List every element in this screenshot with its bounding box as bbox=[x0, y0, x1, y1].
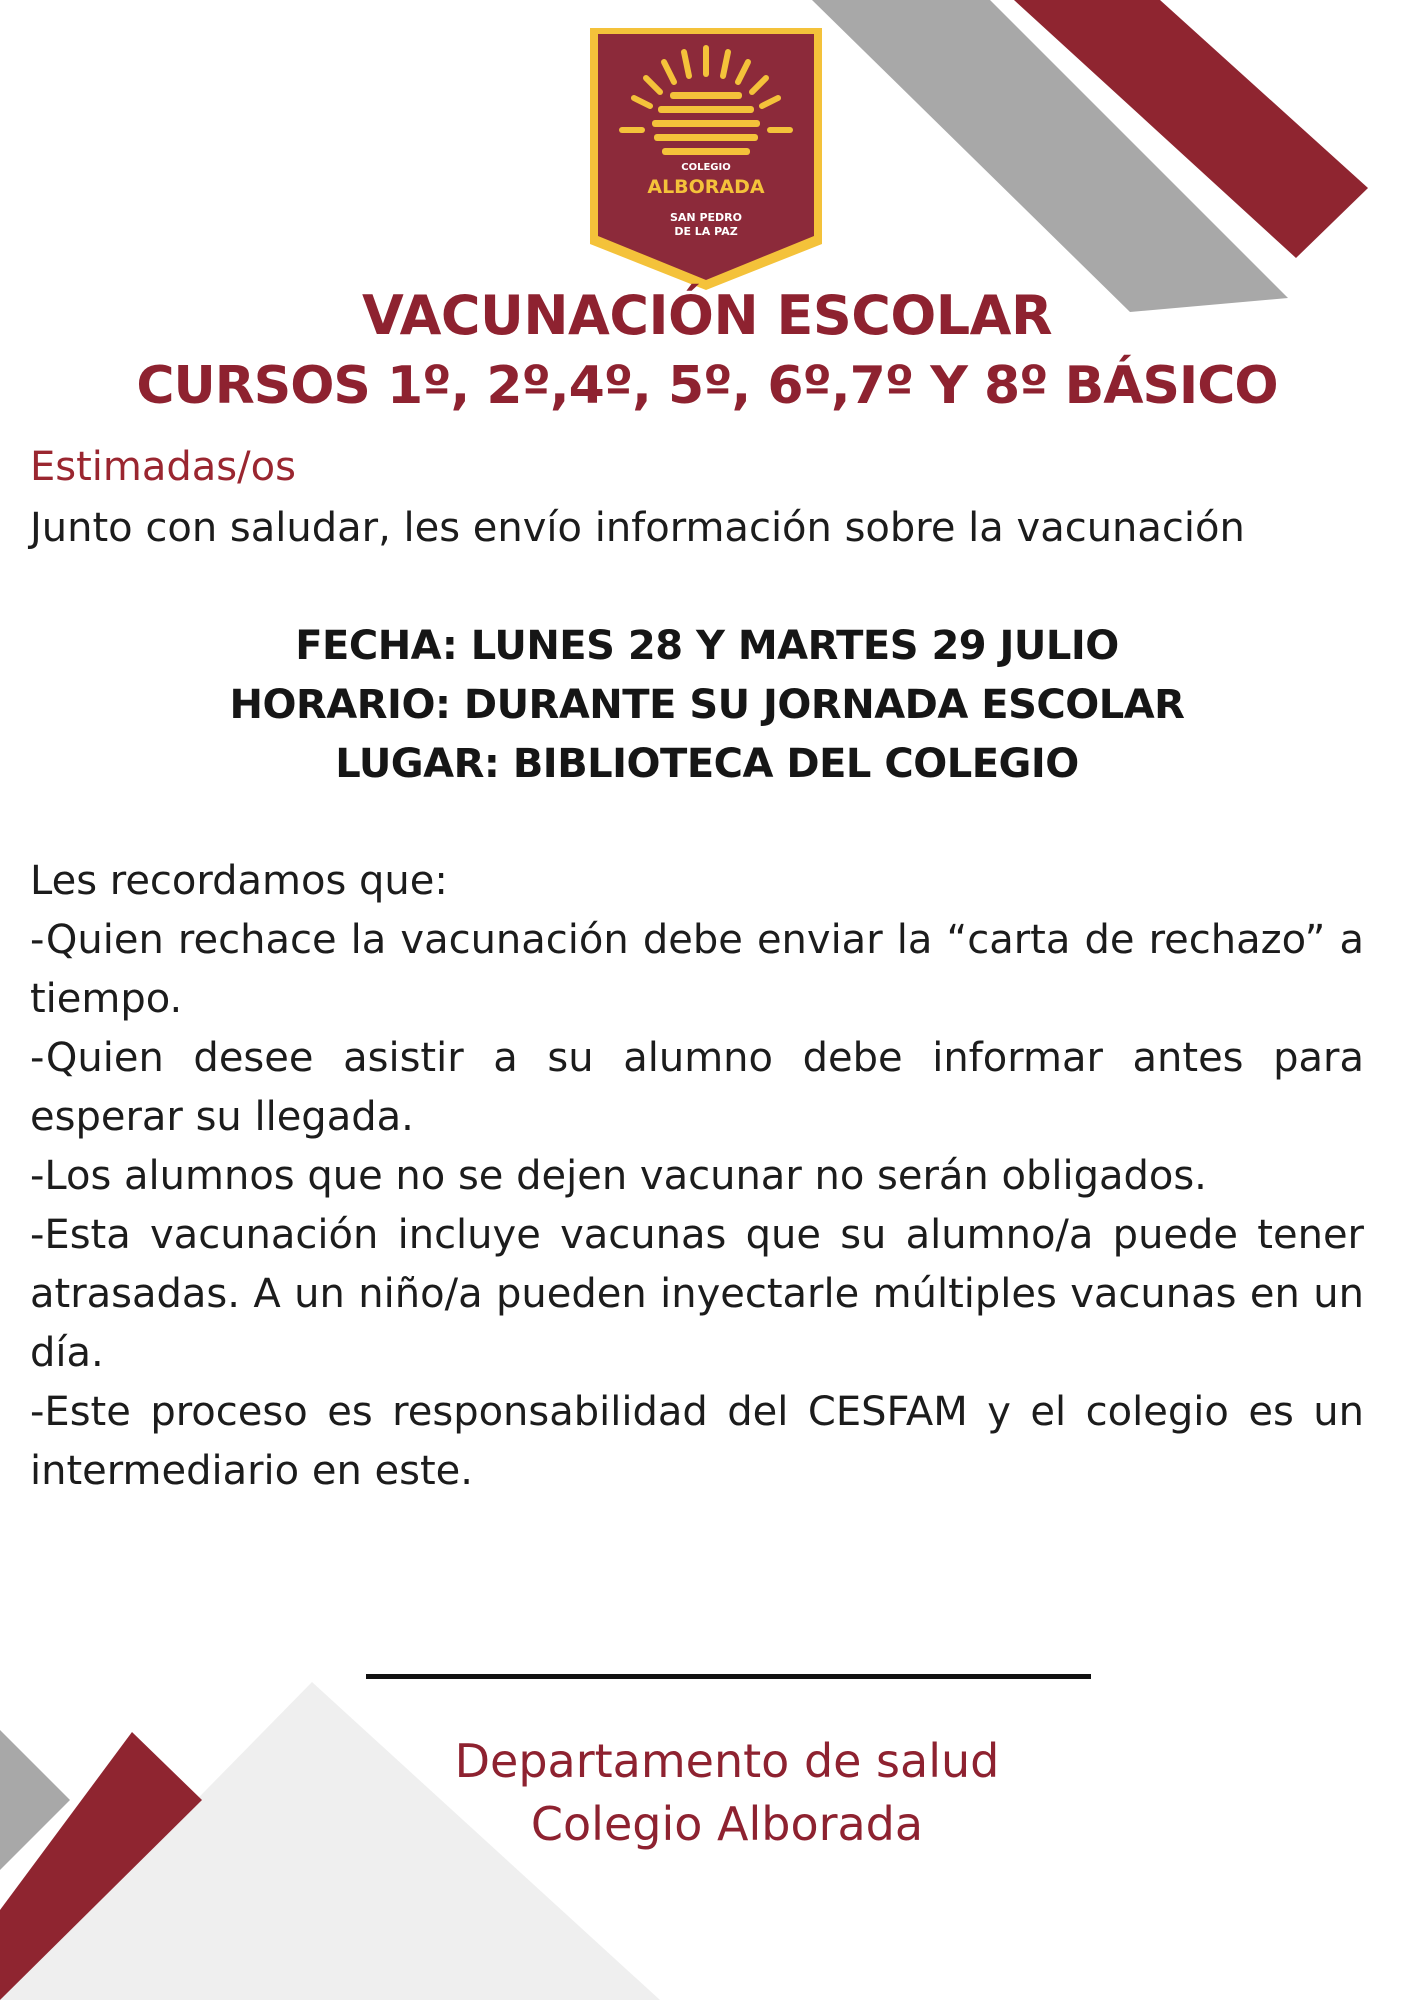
crest-top-text: COLEGIO bbox=[681, 162, 731, 173]
detail-schedule: HORARIO: DURANTE SU JORNADA ESCOLAR bbox=[229, 682, 1185, 728]
crest-place-line1: SAN PEDRO bbox=[670, 211, 742, 224]
signature-block bbox=[0, 1730, 1414, 1856]
page-title: VACUNACIÓN ESCOLAR bbox=[361, 284, 1053, 347]
reminder-item: -Esta vacunación incluye vacunas que su alumno/a puede tener atrasadas. A un niño/a pueden inyectarle múltiples vacunas en un día. bbox=[30, 1212, 1364, 1376]
intro-paragraph: Junto con saludar, les envío información sobre la vacunación bbox=[30, 505, 1245, 551]
reminders-section bbox=[30, 852, 1364, 1501]
reminders-heading: Les recordamos que: bbox=[30, 858, 448, 904]
page-subtitle-courses: CURSOS 1º, 2º,4º, 5º, 6º,7º Y 8º BÁSICO bbox=[136, 356, 1278, 416]
greeting: Estimadas/os bbox=[30, 444, 296, 490]
crest-place-line2: DE LA PAZ bbox=[674, 225, 738, 238]
crest-name: ALBORADA bbox=[647, 176, 765, 198]
signature-line bbox=[366, 1674, 1091, 1679]
signature-department: Departamento de salud bbox=[454, 1734, 1000, 1788]
reminder-item: -Quien desee asistir a su alumno debe informar antes para esperar su llegada. bbox=[30, 1035, 1364, 1140]
event-details bbox=[0, 617, 1414, 794]
detail-date: FECHA: LUNES 28 Y MARTES 29 JULIO bbox=[295, 623, 1119, 669]
school-crest-logo bbox=[586, 26, 826, 296]
reminder-item: -Quien rechace la vacunación debe enviar la “carta de rechazo” a tiempo. bbox=[30, 917, 1364, 1022]
reminder-item: -Este proceso es responsabilidad del CESFAM y el colegio es un intermediario en este. bbox=[30, 1389, 1364, 1494]
reminder-item: -Los alumnos que no se dejen vacunar no serán obligados. bbox=[30, 1153, 1207, 1199]
detail-place: LUGAR: BIBLIOTECA DEL COLEGIO bbox=[335, 741, 1079, 787]
signature-school: Colegio Alborada bbox=[530, 1797, 924, 1851]
